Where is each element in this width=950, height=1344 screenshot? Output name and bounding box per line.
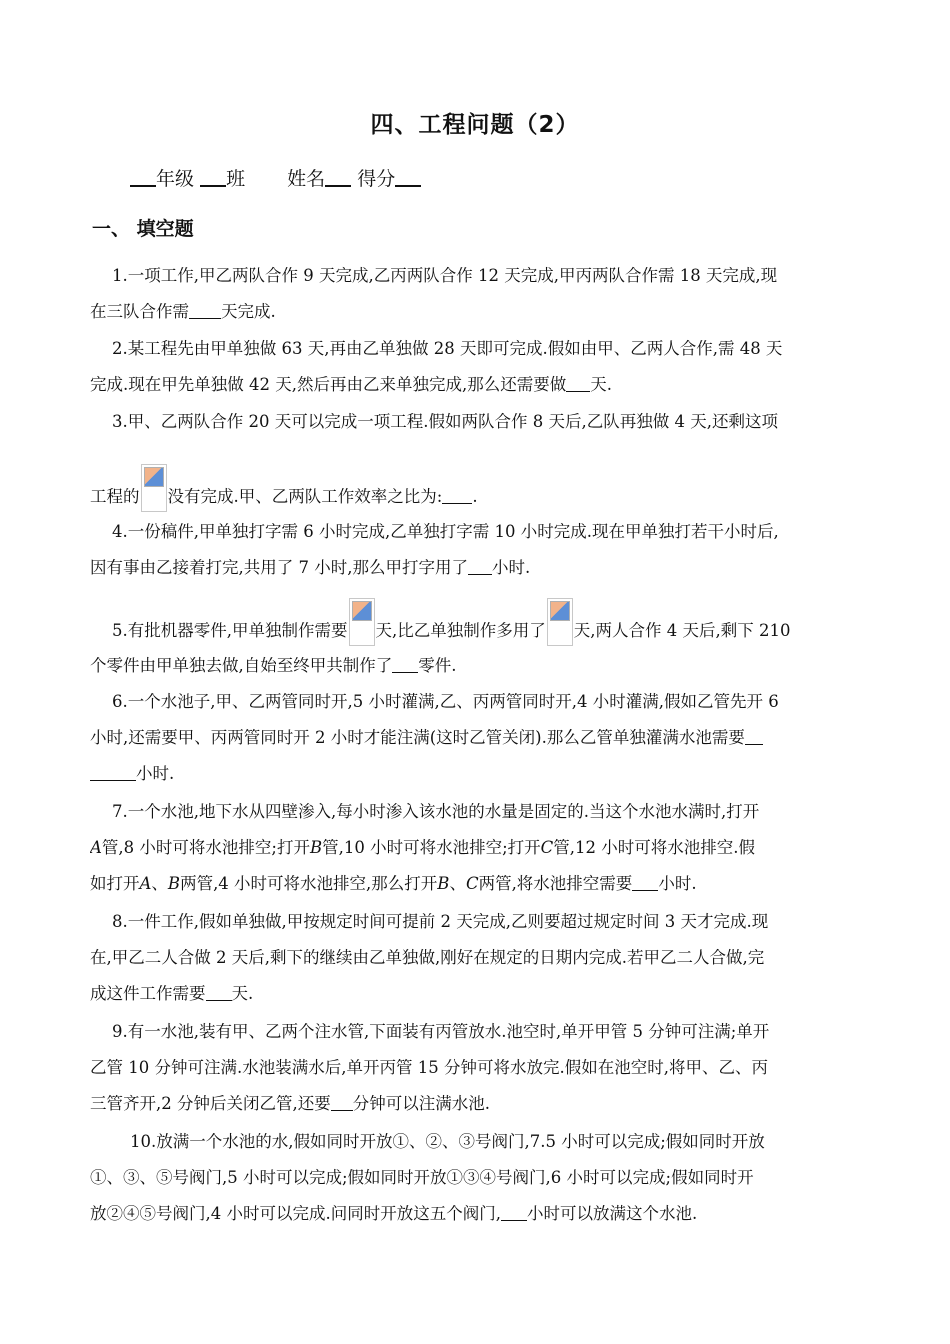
problem-1 [90, 258, 862, 330]
problem-text: 7.一个水池,地下水从四壁渗入,每小时渗入该水池的水量是固定的.当这个水池水满时,打开 [112, 802, 760, 821]
problem-text: 8.一件工作,假如单独做,甲按规定时间可提前 2 天完成,乙则要超过规定时间 3 天才完成.现 [112, 912, 769, 931]
problem-text: 天完成. [221, 302, 276, 321]
answer-blank [206, 984, 232, 1001]
problem-2 [90, 331, 862, 403]
problem-text: 天,比乙单独制作多用了 [375, 621, 546, 640]
answer-blank [189, 302, 221, 319]
problem-text: 成这件工作需要 [90, 984, 206, 1003]
fraction-image-icon [141, 464, 167, 512]
problem-text: ①、③、⑤号阀门,5 小时可以完成;假如同时开放①③④号阀门,6 小时可以完成;假如同时开 [90, 1168, 754, 1187]
answer-blank [566, 375, 590, 392]
class-label: 班 [226, 168, 246, 190]
problem-text: 天,两人合作 4 天后,剩下 210 [573, 621, 791, 640]
section-heading: 一、 填空题 [92, 218, 194, 240]
worksheet-title: 四、工程问题（2） [370, 112, 580, 138]
problem-text: 天. [231, 984, 254, 1003]
fraction-image-icon [547, 598, 573, 646]
problem-8 [90, 904, 862, 1012]
problem-9 [90, 1014, 862, 1122]
problem-text: 3.甲、乙两队合作 20 天可以完成一项工程.假如两队合作 8 天后,乙队再独做 4 天,还剩这项 [112, 412, 778, 431]
problem-text: 2.某工程先由甲单独做 63 天,再由乙单独做 28 天即可完成.假如由甲、乙两人合作,需 48 天 [112, 339, 783, 358]
problem-text: 小时可以放满这个水池. [526, 1204, 698, 1223]
problem-7 [90, 794, 862, 902]
pipe-variable: B [437, 874, 450, 893]
name-label: 姓名 [287, 168, 326, 190]
problem-text: 分钟可以注满水池. [352, 1094, 490, 1113]
problem-text: 天. [590, 375, 612, 394]
problem-text: 4.一份稿件,甲单独打字需 6 小时完成,乙单独打字需 10 小时完成.现在甲单独打若干小时后, [112, 522, 779, 541]
problem-text: 两管,4 小时可将水池排空,那么打开 [180, 874, 438, 893]
problem-text: 小时. [491, 558, 531, 577]
pipe-variable: B [309, 838, 323, 857]
problem-text: 、 [151, 874, 168, 893]
fraction-image-icon [349, 598, 375, 646]
problem-text: 10.放满一个水池的水,假如同时开放①、②、③号阀门,7.5 小时可以完成;假如同时开放 [130, 1132, 765, 1151]
problem-text: 两管,将水池排空需要 [478, 874, 633, 893]
answer-blank [745, 728, 763, 745]
problem-text: 管,12 小时可将水池排空.假 [553, 838, 756, 857]
student-info-line [130, 164, 421, 191]
problem-3-cont [90, 464, 862, 515]
problem-3 [90, 404, 862, 440]
problem-text: 个零件由甲单独去做,自始至终甲共制作了 [90, 656, 393, 675]
score-label: 得分 [357, 168, 396, 190]
problem-text: 小时. [136, 764, 175, 783]
answer-blank [392, 656, 418, 673]
grade-label: 年级 [156, 168, 195, 190]
problem-text: 零件. [418, 656, 457, 675]
answer-blank-cont [90, 764, 136, 781]
problem-text: 1.一项工作,甲乙两队合作 9 天完成,乙丙两队合作 12 天完成,甲丙两队合作需 18 天完成,现 [112, 266, 778, 285]
problem-text: 如打开 [90, 874, 140, 893]
pipe-variable: C [465, 874, 479, 893]
problem-text: 放②④⑤号阀门,4 小时可以完成.问同时开放这五个阀门, [90, 1204, 501, 1223]
problem-text: 乙管 10 分钟可注满.水池装满水后,单开丙管 15 分钟可将水放完.假如在池空时,将甲、乙、丙 [90, 1058, 768, 1077]
answer-blank [468, 558, 492, 575]
pipe-variable: A [139, 874, 152, 893]
problem-5 [90, 598, 862, 649]
problem-text: . [472, 487, 478, 506]
answer-blank [442, 487, 472, 504]
pipe-variable: B [167, 874, 181, 893]
name-blank [325, 167, 351, 187]
problem-text: 在,甲乙二人合做 2 天后,剩下的继续由乙单独做,刚好在规定的日期内完成.若甲乙二人合做,完 [90, 948, 765, 967]
problem-text: 完成.现在甲先单独做 42 天,然后再由乙来单独完成,那么还需要做 [90, 375, 567, 394]
problem-text: 9.有一水池,装有甲、乙两个注水管,下面装有丙管放水.池空时,单开甲管 5 分钟可注满;单开 [112, 1022, 770, 1041]
problem-text: 在三队合作需 [90, 302, 189, 321]
pipe-variable: A [90, 838, 102, 857]
problem-text: 管,10 小时可将水池排空;打开 [322, 838, 541, 857]
problem-text: 工程的 [90, 487, 140, 506]
problem-4 [90, 514, 862, 586]
problem-text: 三管齐开,2 分钟后关闭乙管,还要 [90, 1094, 331, 1113]
pipe-variable: C [540, 838, 554, 857]
problem-text: 、 [449, 874, 466, 893]
problem-text: 5.有批机器零件,甲单独制作需要 [112, 621, 348, 640]
grade-blank [130, 167, 156, 187]
problem-text: 小时. [658, 874, 697, 893]
problem-6 [90, 684, 862, 792]
problem-text: 管,8 小时可将水池排空;打开 [101, 838, 310, 857]
answer-blank [632, 874, 658, 891]
problem-10 [90, 1124, 862, 1232]
class-blank [200, 167, 226, 187]
problem-5-cont [90, 648, 862, 684]
problem-text: 小时,还需要甲、丙两管同时开 2 小时才能注满(这时乙管关闭).那么乙管单独灌满水池需要 [90, 728, 745, 747]
answer-blank [501, 1204, 527, 1221]
answer-blank [331, 1094, 353, 1111]
score-blank [395, 167, 421, 187]
problem-text: 6.一个水池子,甲、乙两管同时开,5 小时灌满,乙、丙两管同时开,4 小时灌满,假如乙管先开 6 [112, 692, 779, 711]
problem-text: 没有完成.甲、乙两队工作效率之比为: [167, 487, 443, 506]
problem-text: 因有事由乙接着打完,共用了 7 小时,那么甲打字用了 [90, 558, 468, 577]
